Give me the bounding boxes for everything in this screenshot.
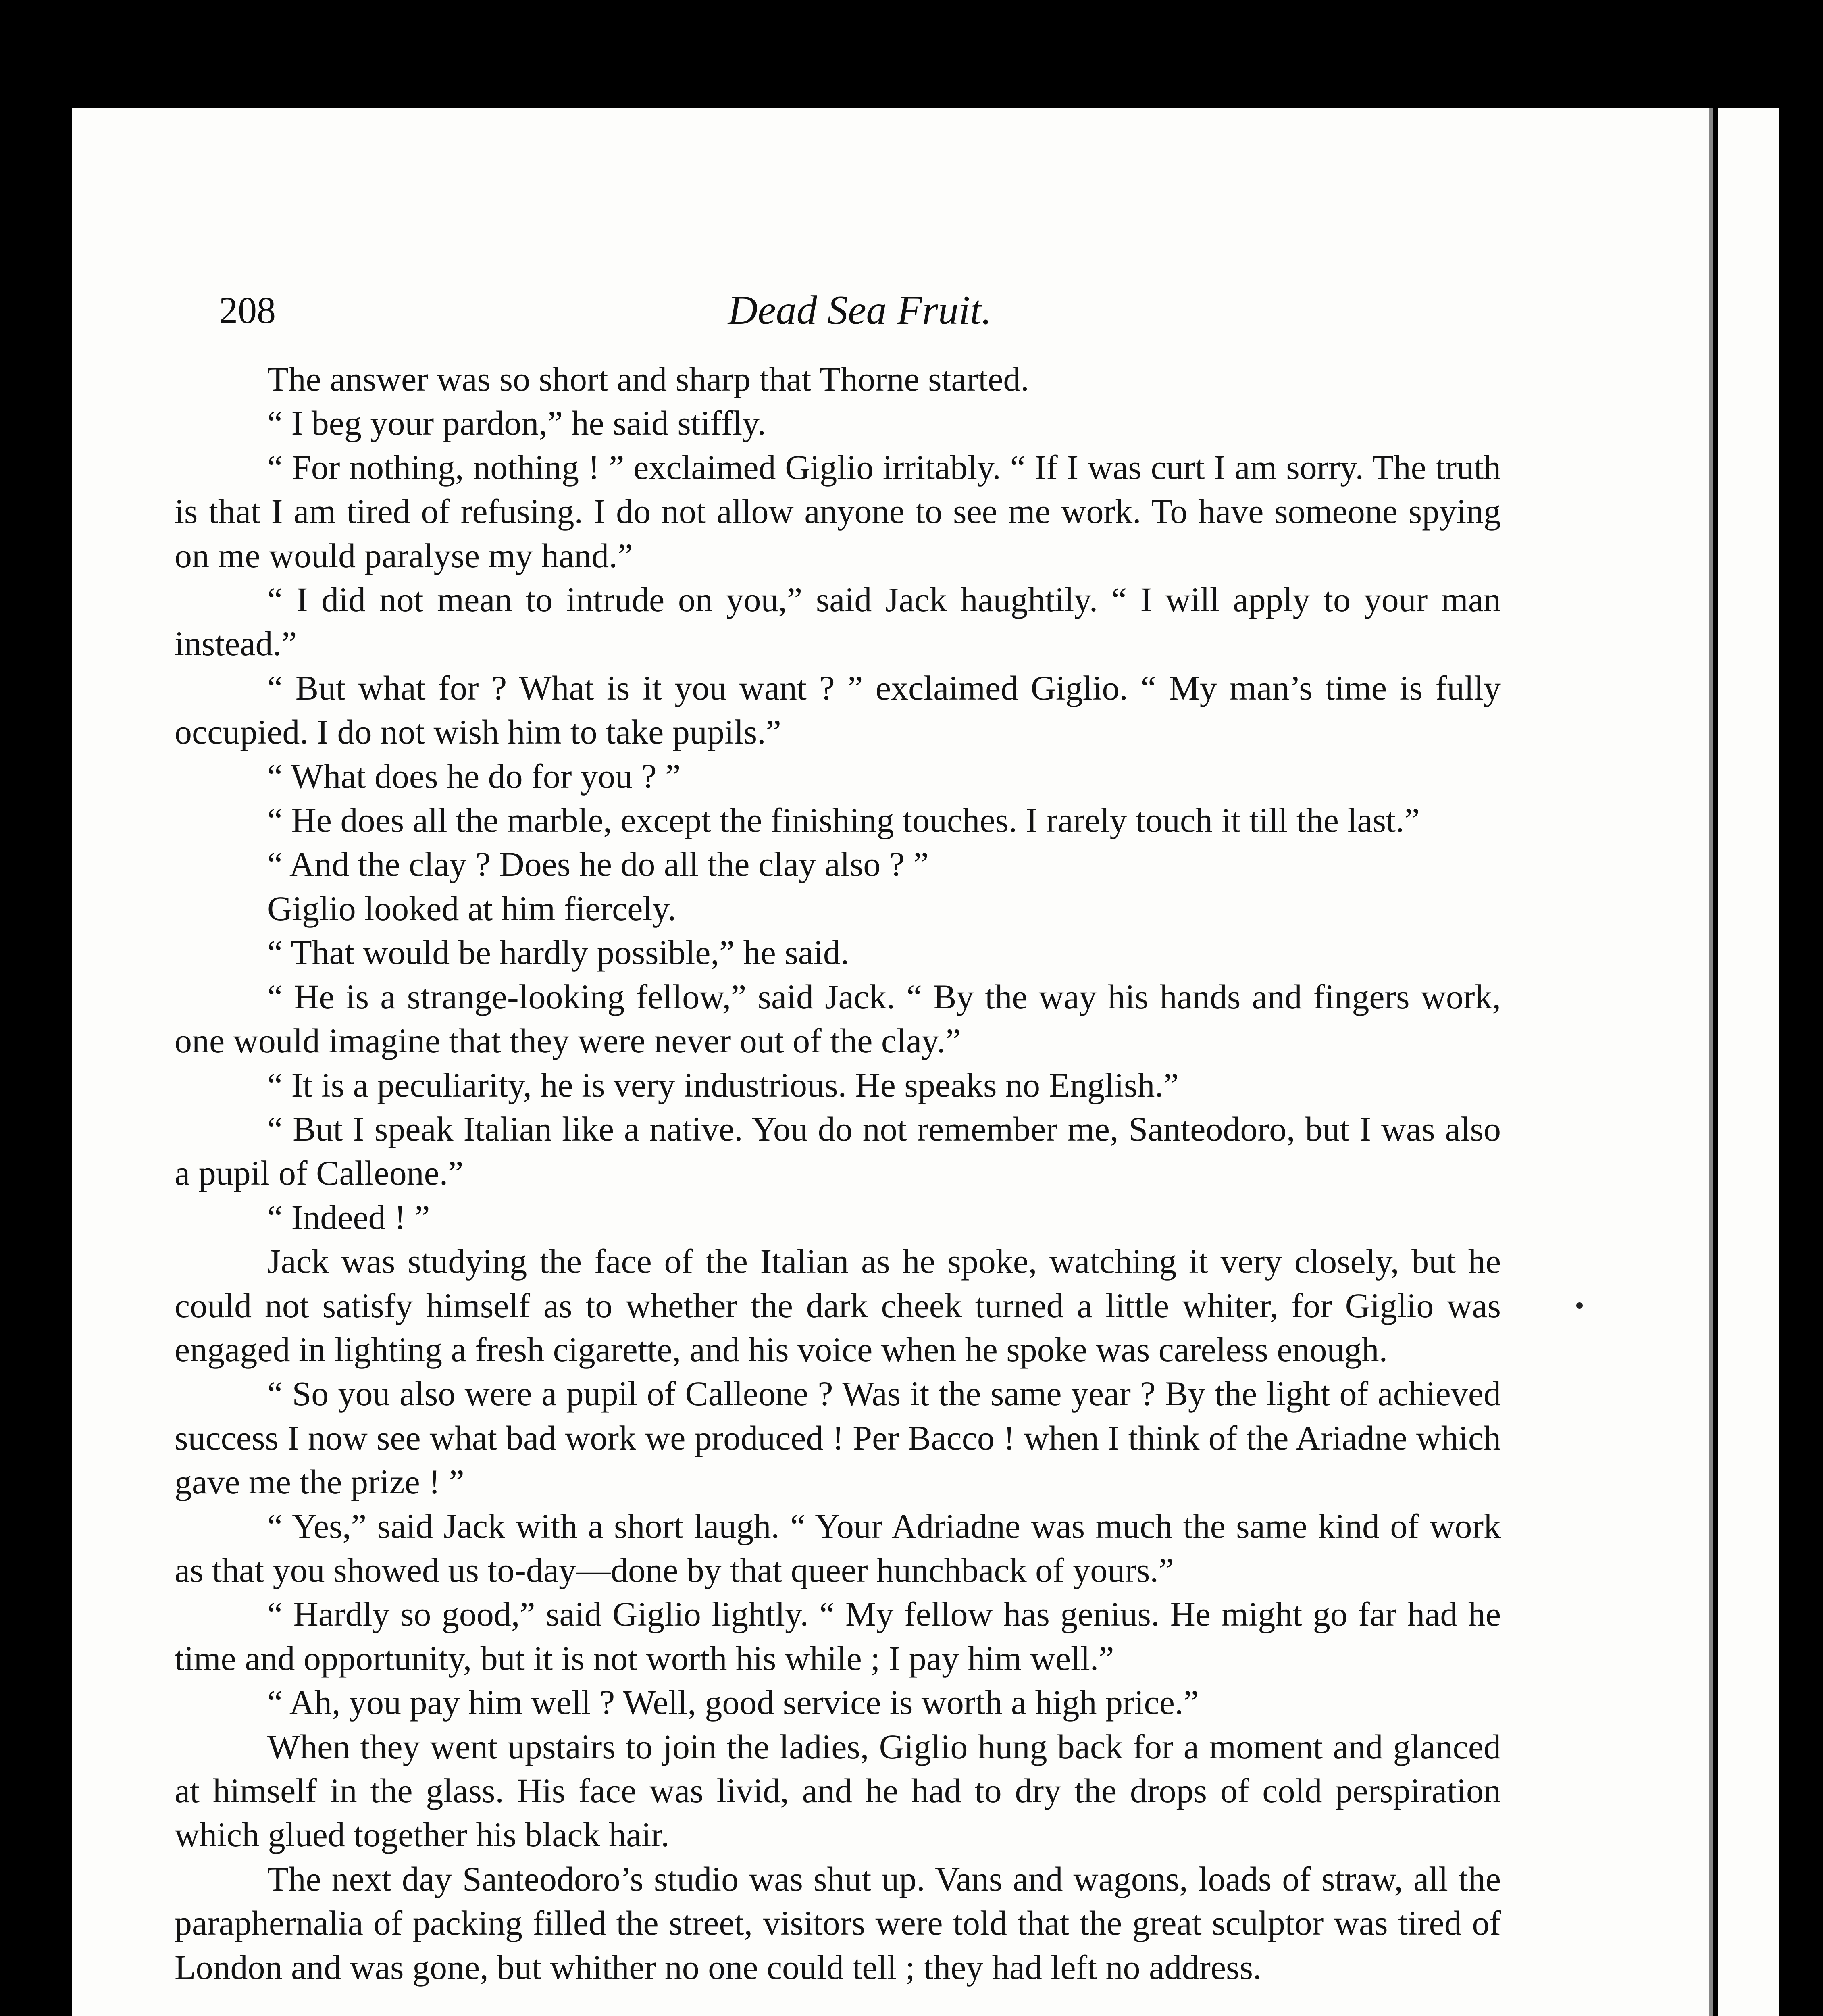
paragraph: “ But I speak Italian like a native. You do not remember me, Santeodoro, but I was also a pupil of Calleone.” [175, 1109, 1501, 1193]
paragraph: “ What does he do for you ? ” [267, 756, 681, 796]
paragraph: “ Ah, you pay him well ? Well, good service is worth a high price.” [267, 1683, 1199, 1722]
paragraph: When they went upstairs to join the ladies, Giglio hung back for a moment and glanced at himself in the glass. His face was livid, and he had to dry the drops of cold perspiration which glued together his black hair. [175, 1727, 1501, 1854]
paragraph: “ Hardly so good,” said Giglio lightly. “ My fellow has genius. He might go far had he time and opportunity, but it is not worth his while ; I pay him well.” [175, 1595, 1501, 1678]
paragraph: “ So you also were a pupil of Calleone ? Was it the same year ? By the light of achieved success I now see what bad work we produced ! Per Bacco ! when I think of the Ariadne which gave me the prize ! ” [175, 1374, 1501, 1502]
paragraph: “ He does all the marble, except the finishing touches. I rarely touch it till the last.” [267, 801, 1420, 840]
paragraph: “ He is a strange-looking fellow,” said Jack. “ By the way his hands and fingers work, one would imagine that they were never out of the clay.” [175, 977, 1501, 1060]
page-header [219, 282, 1501, 339]
page-number: 208 [219, 289, 276, 331]
paragraph: “ Yes,” said Jack with a short laugh. “ Your Adriadne was much the same kind of work as that you showed us to-day—done by that queer hunchback of yours.” [175, 1506, 1501, 1589]
paragraph: “ And the clay ? Does he do all the clay also ? ” [267, 845, 929, 884]
paragraph: “ But what for ? What is it you want ? ” exclaimed Giglio. “ My man’s time is fully occupied. I do not wish him to take pupils.” [175, 668, 1501, 752]
paragraph: “ Indeed ! ” [267, 1198, 430, 1237]
paragraph: “ That would be hardly possible,” he said. [267, 933, 849, 972]
paragraph: The answer was so short and sharp that Thorne started. [267, 360, 1029, 398]
facing-page-edge [1718, 108, 1779, 2016]
page-body-text [175, 357, 1501, 1989]
paragraph: Giglio looked at him fiercely. [267, 889, 676, 928]
margin-speck [1576, 1302, 1583, 1309]
paragraph: “ For nothing, nothing ! ” exclaimed Giglio irritably. “ If I was curt I am sorry. The truth is that I am tired of refusing. I do not allow anyone to see me work. To have someone spying on me would paralyse my hand.” [175, 448, 1501, 575]
paragraph: Jack was studying the face of the Italian as he spoke, watching it very closely, but he could not satisfy himself as to whether the dark cheek turned a little whiter, for Giglio was engaged in lighting a fresh cigarette, and his voice when he spoke was careless enough. [175, 1242, 1501, 1369]
paragraph: “ I beg your pardon,” he said stiffly. [267, 404, 766, 443]
paragraph: “ I did not mean to intrude on you,” said Jack haughtily. “ I will apply to your man instead.” [175, 580, 1501, 663]
running-title: Dead Sea Fruit. [728, 287, 992, 333]
paragraph: “ It is a peculiarity, he is very industrious. He speaks no English.” [267, 1065, 1179, 1104]
paragraph: The next day Santeodoro’s studio was shut up. Vans and wagons, loads of straw, all the paraphernalia of packing filled the street, visitors were told that the great sculptor was tired of London and was gone, but whither no one could tell ; they had left no address. [175, 1859, 1501, 1987]
